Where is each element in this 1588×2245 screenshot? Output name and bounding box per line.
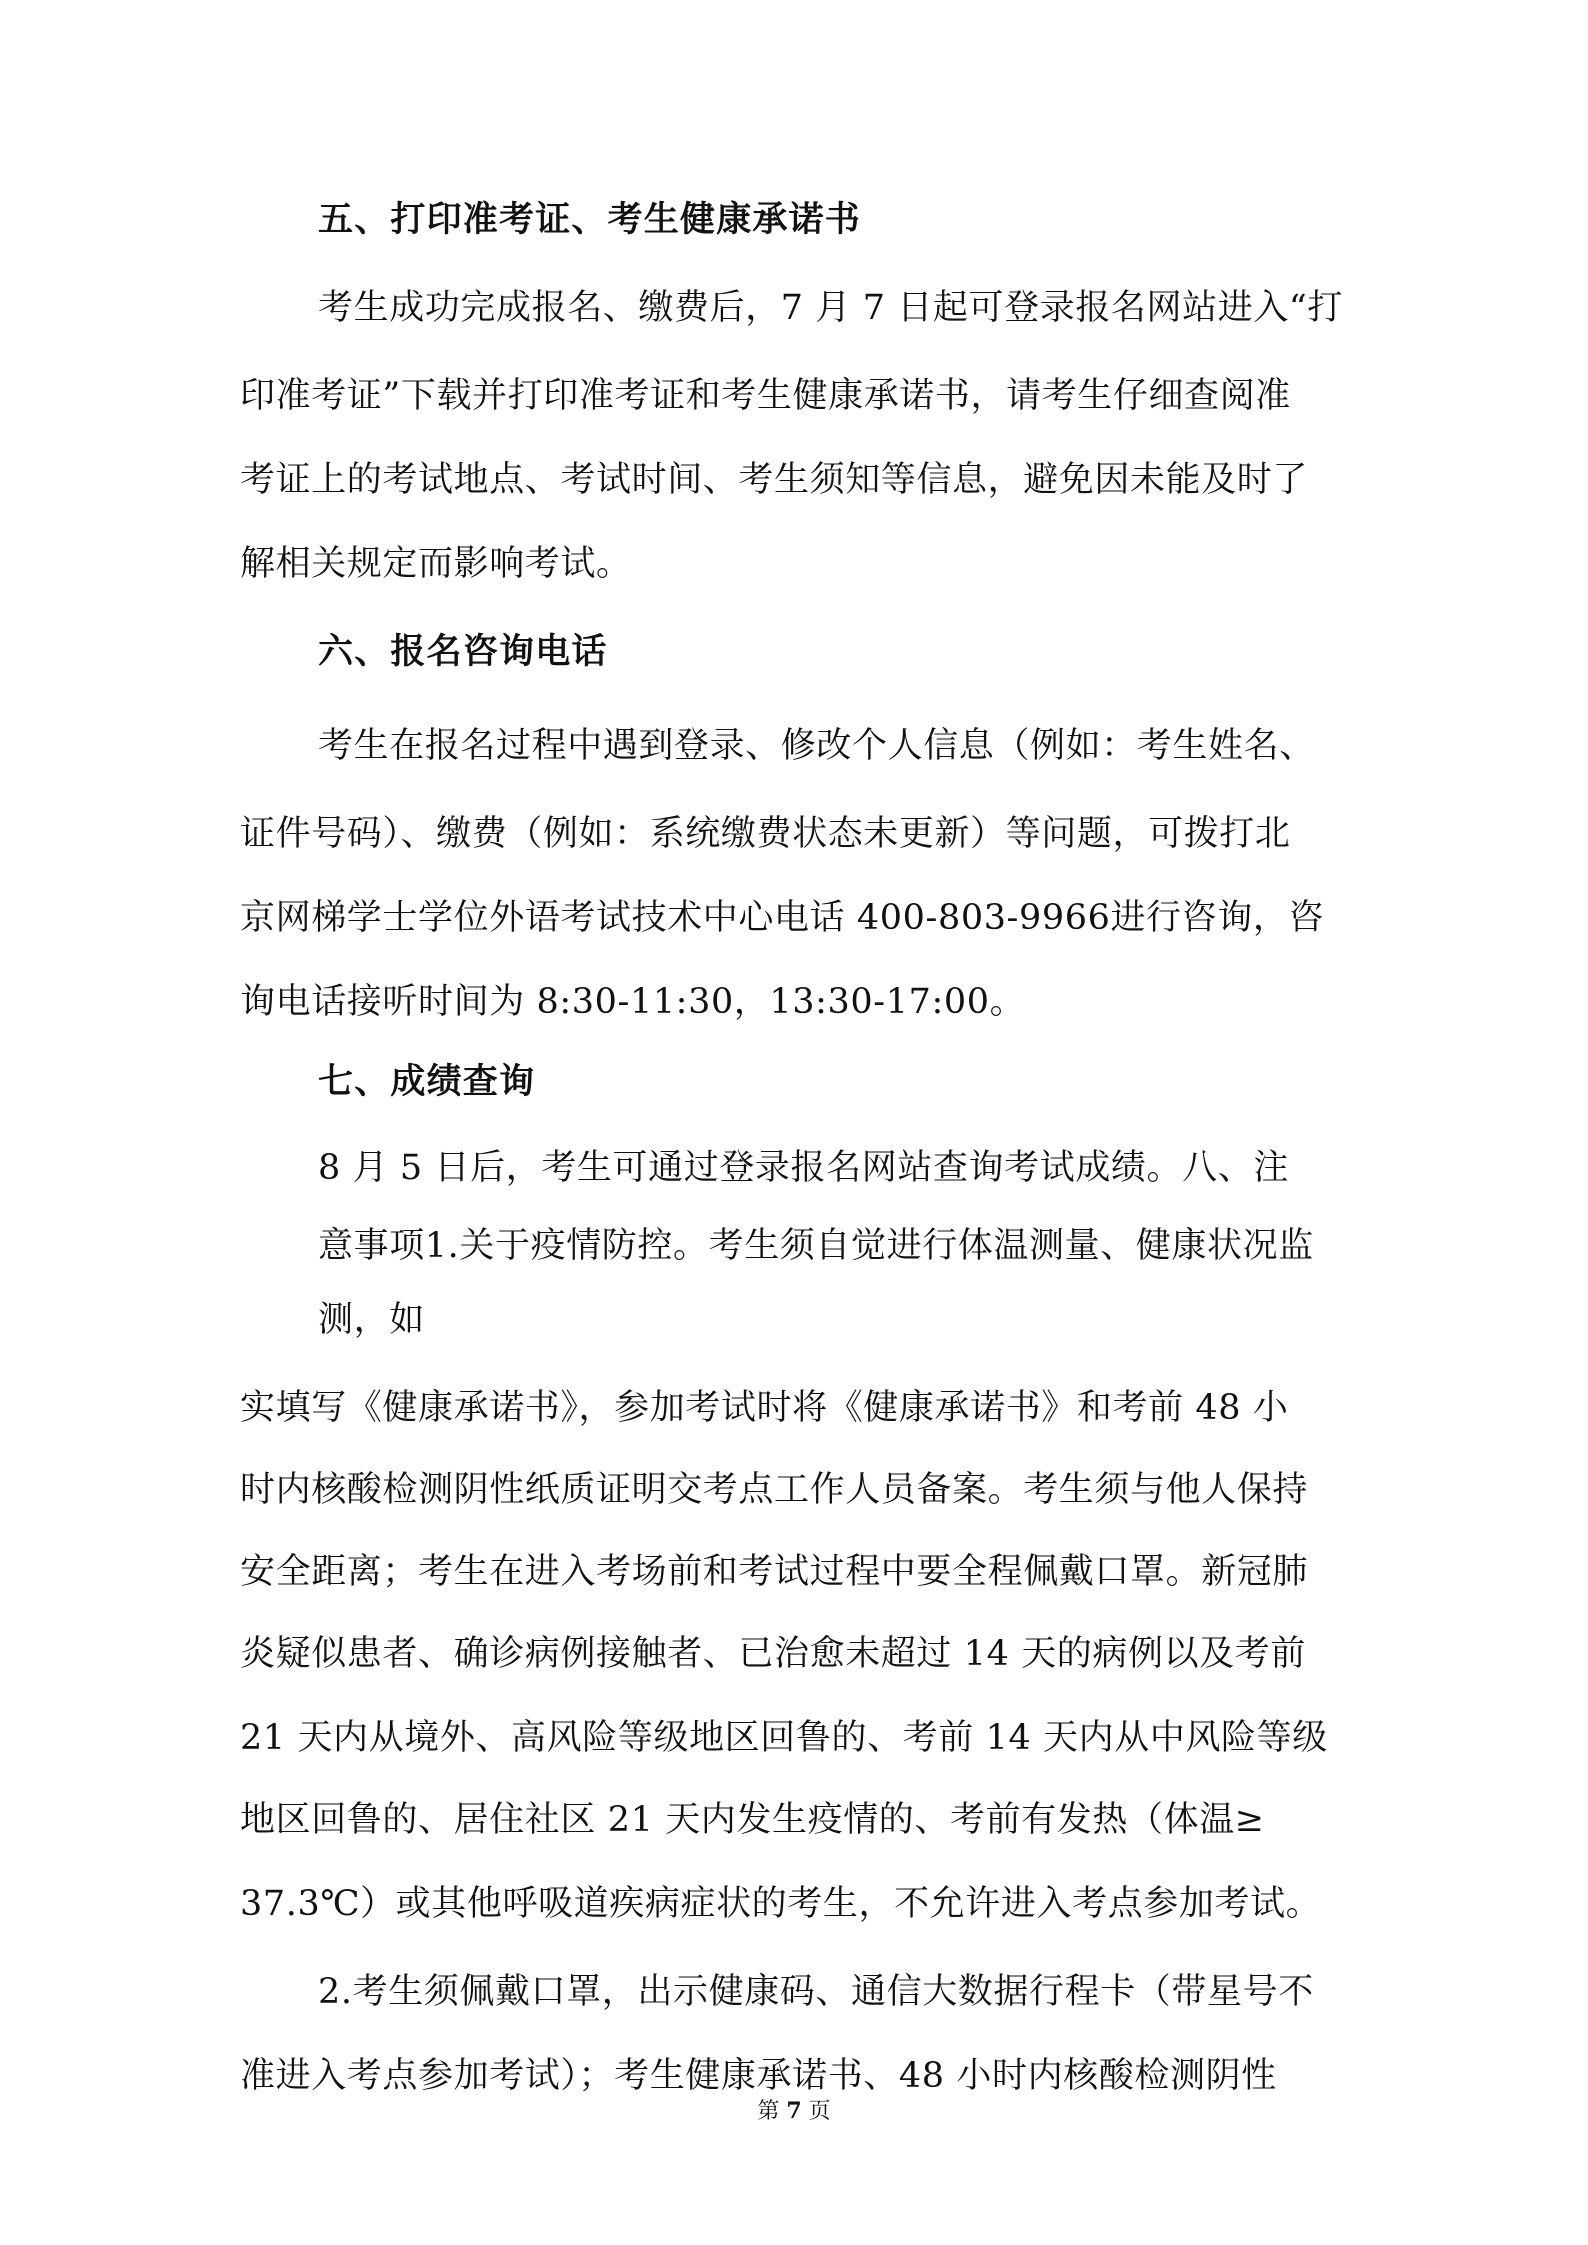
section-heading-score-query: 七、成绩查询 [318,1061,536,1102]
paragraph-line: 准进入考点参加考试）；考生健康承诺书、48 小时内核酸检测阴性 [240,2056,1277,2096]
paragraph-line: 考生在报名过程中遇到登录、修改个人信息（例如：考生姓名、 [318,726,1315,766]
page-number: 7 [786,2098,802,2124]
paragraph-line: 询电话接听时间为 8:30-11:30，13:30-17:00。 [240,982,1026,1022]
paragraph-line: 京网梯学士学位外语考试技术中心电话 400-803-9966进行咨询，咨 [240,898,1325,938]
paragraph-line: 地区回鲁的、居住社区 21 天内发生疫情的、考前有发热（体温≥ [240,1800,1265,1840]
paragraph-line: 印准考证”下载并打印准考证和考生健康承诺书，请考生仔细查阅准 [240,376,1291,416]
paragraph-line: 安全距离；考生在进入考场前和考试过程中要全程佩戴口罩。新冠肺 [240,1552,1309,1592]
paragraph-line: 测，如 [318,1300,425,1340]
section-heading-admission-ticket: 五、打印准考证、考生健康承诺书 [318,199,862,240]
section-heading-consultation-phone: 六、报名咨询电话 [318,631,608,672]
paragraph-line: 37.3℃）或其他呼吸道疾病症状的考生，不允许进入考点参加考试。 [240,1884,1322,1924]
paragraph-line: 时内核酸检测阴性纸质证明交考点工作人员备案。考生须与他人保持 [240,1470,1309,1510]
paragraph-line: 8 月 5 日后，考生可通过登录报名网站查询考试成绩。八、注 [318,1148,1289,1188]
paragraph-line: 解相关规定而影响考试。 [240,544,632,584]
footer-suffix: 页 [808,2099,831,2124]
paragraph-line: 21 天内从境外、高风险等级地区回鲁的、考前 14 天内从中风险等级 [240,1718,1328,1758]
footer-prefix: 第 [757,2099,780,2124]
paragraph-line: 证件号码）、缴费（例如：系统缴费状态未更新）等问题，可拨打北 [240,814,1291,854]
page-footer [0,2096,1588,2127]
paragraph-line: 炎疑似患者、确诊病例接触者、已治愈未超过 14 天的病例以及考前 [240,1634,1306,1674]
paragraph-line: 考生成功完成报名、缴费后，7 月 7 日起可登录报名网站进入“打 [318,288,1344,328]
paragraph-line: 意事项1.关于疫情防控。考生须自觉进行体温测量、健康状况监 [318,1226,1314,1266]
paragraph-line: 实填写《健康承诺书》，参加考试时将《健康承诺书》和考前 48 小 [240,1388,1289,1428]
paragraph-line: 考证上的考试地点、考试时间、考生须知等信息，避免因未能及时了 [240,460,1309,500]
paragraph-line: 2.考生须佩戴口罩，出示健康码、通信大数据行程卡（带星号不 [318,1972,1314,2012]
